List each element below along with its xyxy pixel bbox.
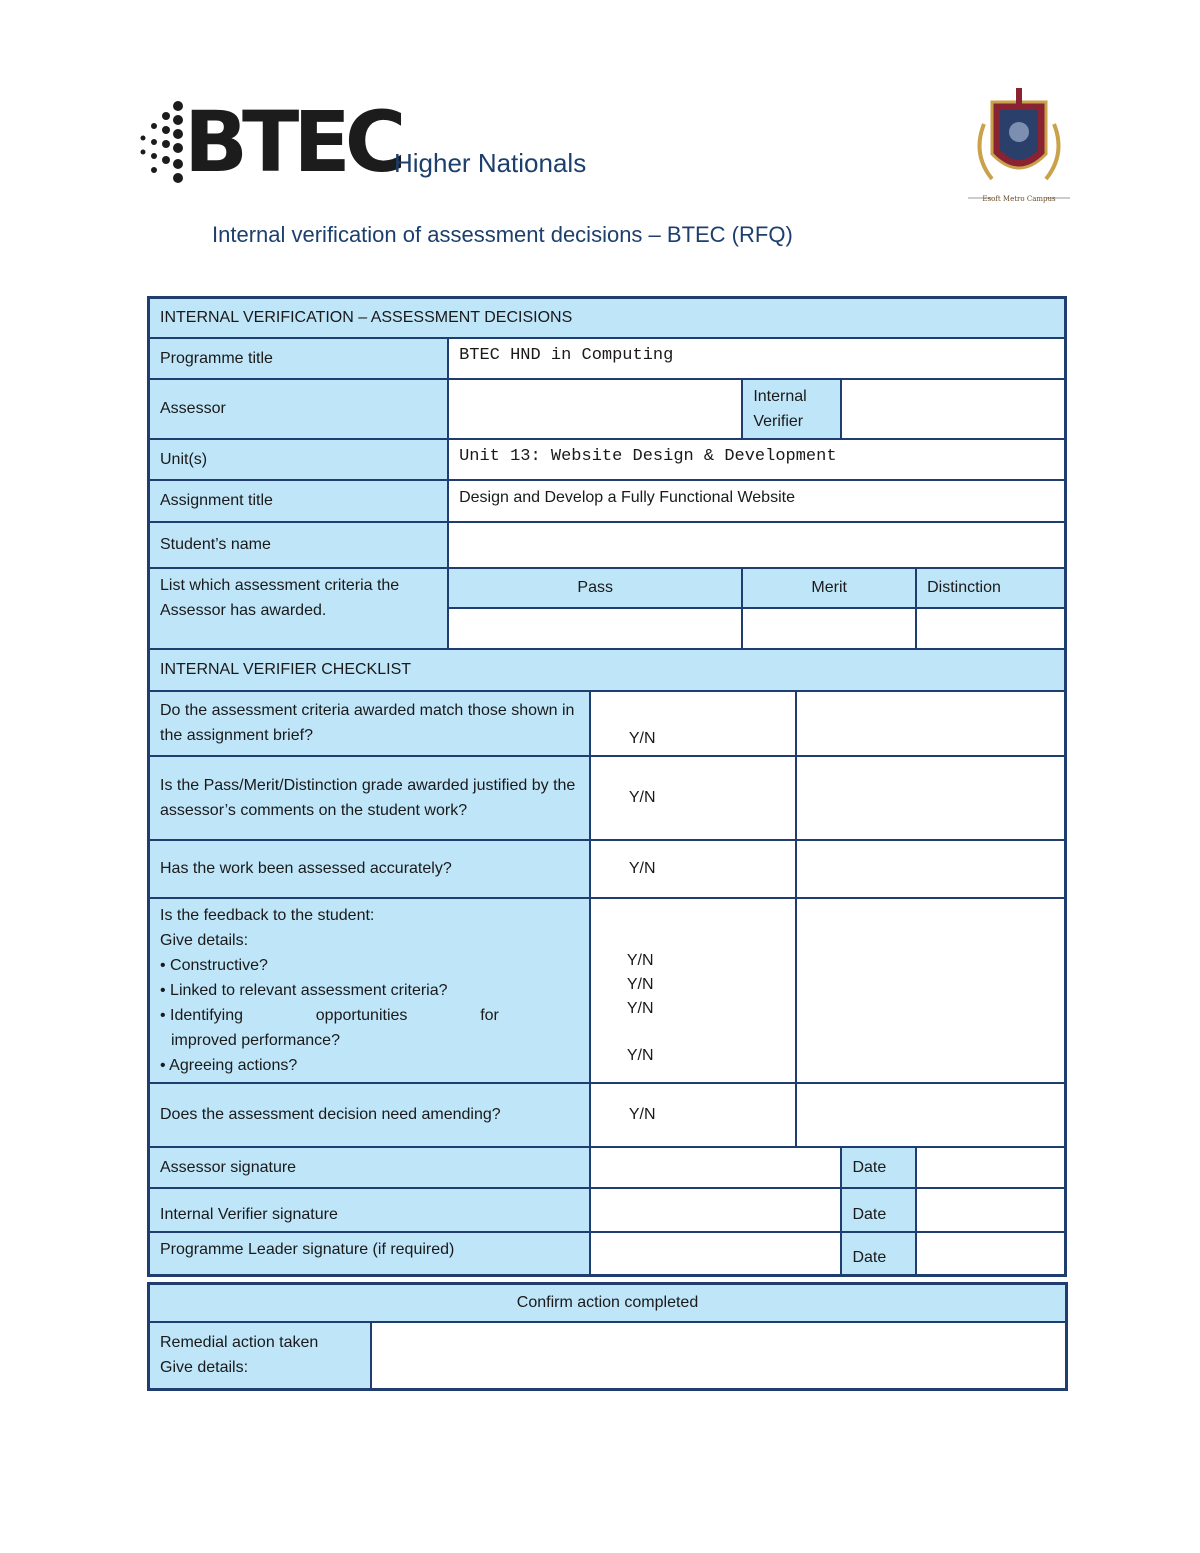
distinction-header: Distinction bbox=[916, 568, 1065, 608]
confirm-heading: Confirm action completed bbox=[149, 1284, 1067, 1322]
assessor-label: Assessor bbox=[149, 379, 449, 439]
verifier-date-field[interactable] bbox=[916, 1188, 1065, 1232]
checklist-q5-yn[interactable]: Y/N bbox=[590, 1083, 796, 1147]
checklist-heading: INTERNAL VERIFIER CHECKLIST bbox=[149, 649, 1066, 691]
feedback-agreeing: • Agreeing actions? bbox=[160, 1056, 298, 1074]
assessor-date-label: Date bbox=[841, 1147, 916, 1188]
checklist-q2-label: Is the Pass/Merit/Distinction grade awarded justified by the assessor’s comments on the student work? bbox=[149, 756, 590, 840]
checklist-q2-yn[interactable]: Y/N bbox=[590, 756, 796, 840]
pass-header: Pass bbox=[448, 568, 742, 608]
feedback-title: Is the feedback to the student: bbox=[160, 906, 375, 924]
student-name-field[interactable] bbox=[448, 522, 1065, 568]
leader-date-field[interactable] bbox=[916, 1232, 1065, 1276]
merit-header: Merit bbox=[742, 568, 916, 608]
checklist-q1-yn[interactable]: Y/N bbox=[590, 691, 796, 756]
crest-caption: Esoft Metro Campus bbox=[982, 195, 1056, 203]
btec-dots-icon bbox=[138, 100, 188, 184]
unit-field[interactable]: Unit 13: Website Design & Development bbox=[448, 439, 1065, 480]
leader-signature-label: Programme Leader signature (if required) bbox=[149, 1232, 590, 1276]
verifier-signature-field[interactable] bbox=[590, 1188, 842, 1232]
remedial-label: Remedial action taken Give details: bbox=[149, 1322, 371, 1390]
checklist-q2-comment[interactable] bbox=[796, 756, 1066, 840]
distinction-criteria-field[interactable] bbox=[916, 608, 1065, 649]
checklist-q5-label: Does the assessment decision need amending? bbox=[149, 1083, 590, 1147]
leader-signature-field[interactable] bbox=[590, 1232, 842, 1276]
checklist-q4-comment[interactable] bbox=[796, 898, 1066, 1083]
checklist-q4-yn[interactable]: Y/N Y/N Y/N Y/N bbox=[590, 898, 796, 1083]
checklist-q3-label: Has the work been assessed accurately? bbox=[149, 840, 590, 898]
verification-table bbox=[147, 296, 1067, 1277]
checklist-q3-yn[interactable]: Y/N bbox=[590, 840, 796, 898]
btec-logo bbox=[138, 93, 401, 191]
verifier-date-label: Date bbox=[841, 1188, 916, 1232]
confirm-action-table bbox=[147, 1282, 1068, 1391]
assessor-signature-field[interactable] bbox=[590, 1147, 842, 1188]
btec-wordmark: BTEC bbox=[184, 93, 401, 191]
assessor-signature-label: Assessor signature bbox=[149, 1147, 590, 1188]
checklist-q4-label bbox=[149, 898, 590, 1083]
student-name-label: Student’s name bbox=[149, 522, 449, 568]
feedback-improved: improved performance? bbox=[171, 1031, 340, 1049]
feedback-give-details: Give details: bbox=[160, 931, 249, 949]
unit-label: Unit(s) bbox=[149, 439, 449, 480]
assessor-date-field[interactable] bbox=[916, 1147, 1065, 1188]
checklist-q5-comment[interactable] bbox=[796, 1083, 1066, 1147]
higher-nationals-label: Higher Nationals bbox=[394, 148, 587, 178]
checklist-q1-comment[interactable] bbox=[796, 691, 1066, 756]
assignment-title-label: Assignment title bbox=[149, 480, 449, 522]
pass-criteria-field[interactable] bbox=[448, 608, 742, 649]
decisions-heading: INTERNAL VERIFICATION – ASSESSMENT DECISIONS bbox=[149, 298, 1066, 338]
feedback-linked: • Linked to relevant assessment criteria? bbox=[160, 981, 448, 999]
institution-crest-icon bbox=[962, 84, 1076, 208]
internal-verifier-field[interactable] bbox=[841, 379, 1065, 439]
criteria-awarded-label: List which assessment criteria the Assessor has awarded. bbox=[149, 568, 449, 649]
programme-title-field[interactable]: BTEC HND in Computing bbox=[448, 338, 1065, 379]
checklist-q3-comment[interactable] bbox=[796, 840, 1066, 898]
merit-criteria-field[interactable] bbox=[742, 608, 916, 649]
assignment-title-field[interactable]: Design and Develop a Fully Functional Website bbox=[448, 480, 1065, 522]
programme-title-label: Programme title bbox=[149, 338, 449, 379]
document-title: Internal verification of assessment decisions – BTEC (RFQ) bbox=[212, 222, 793, 247]
checklist-q1-label: Do the assessment criteria awarded match those shown in the assignment brief? bbox=[149, 691, 590, 756]
feedback-identifying: • Identifying opportunities for bbox=[160, 1006, 499, 1024]
internal-verifier-label: Internal Verifier bbox=[742, 379, 841, 439]
verifier-signature-label: Internal Verifier signature bbox=[149, 1188, 590, 1232]
feedback-constructive: • Constructive? bbox=[160, 956, 268, 974]
remedial-details-field[interactable] bbox=[371, 1322, 1067, 1390]
assessor-field[interactable] bbox=[448, 379, 742, 439]
leader-date-label: Date bbox=[841, 1232, 916, 1276]
